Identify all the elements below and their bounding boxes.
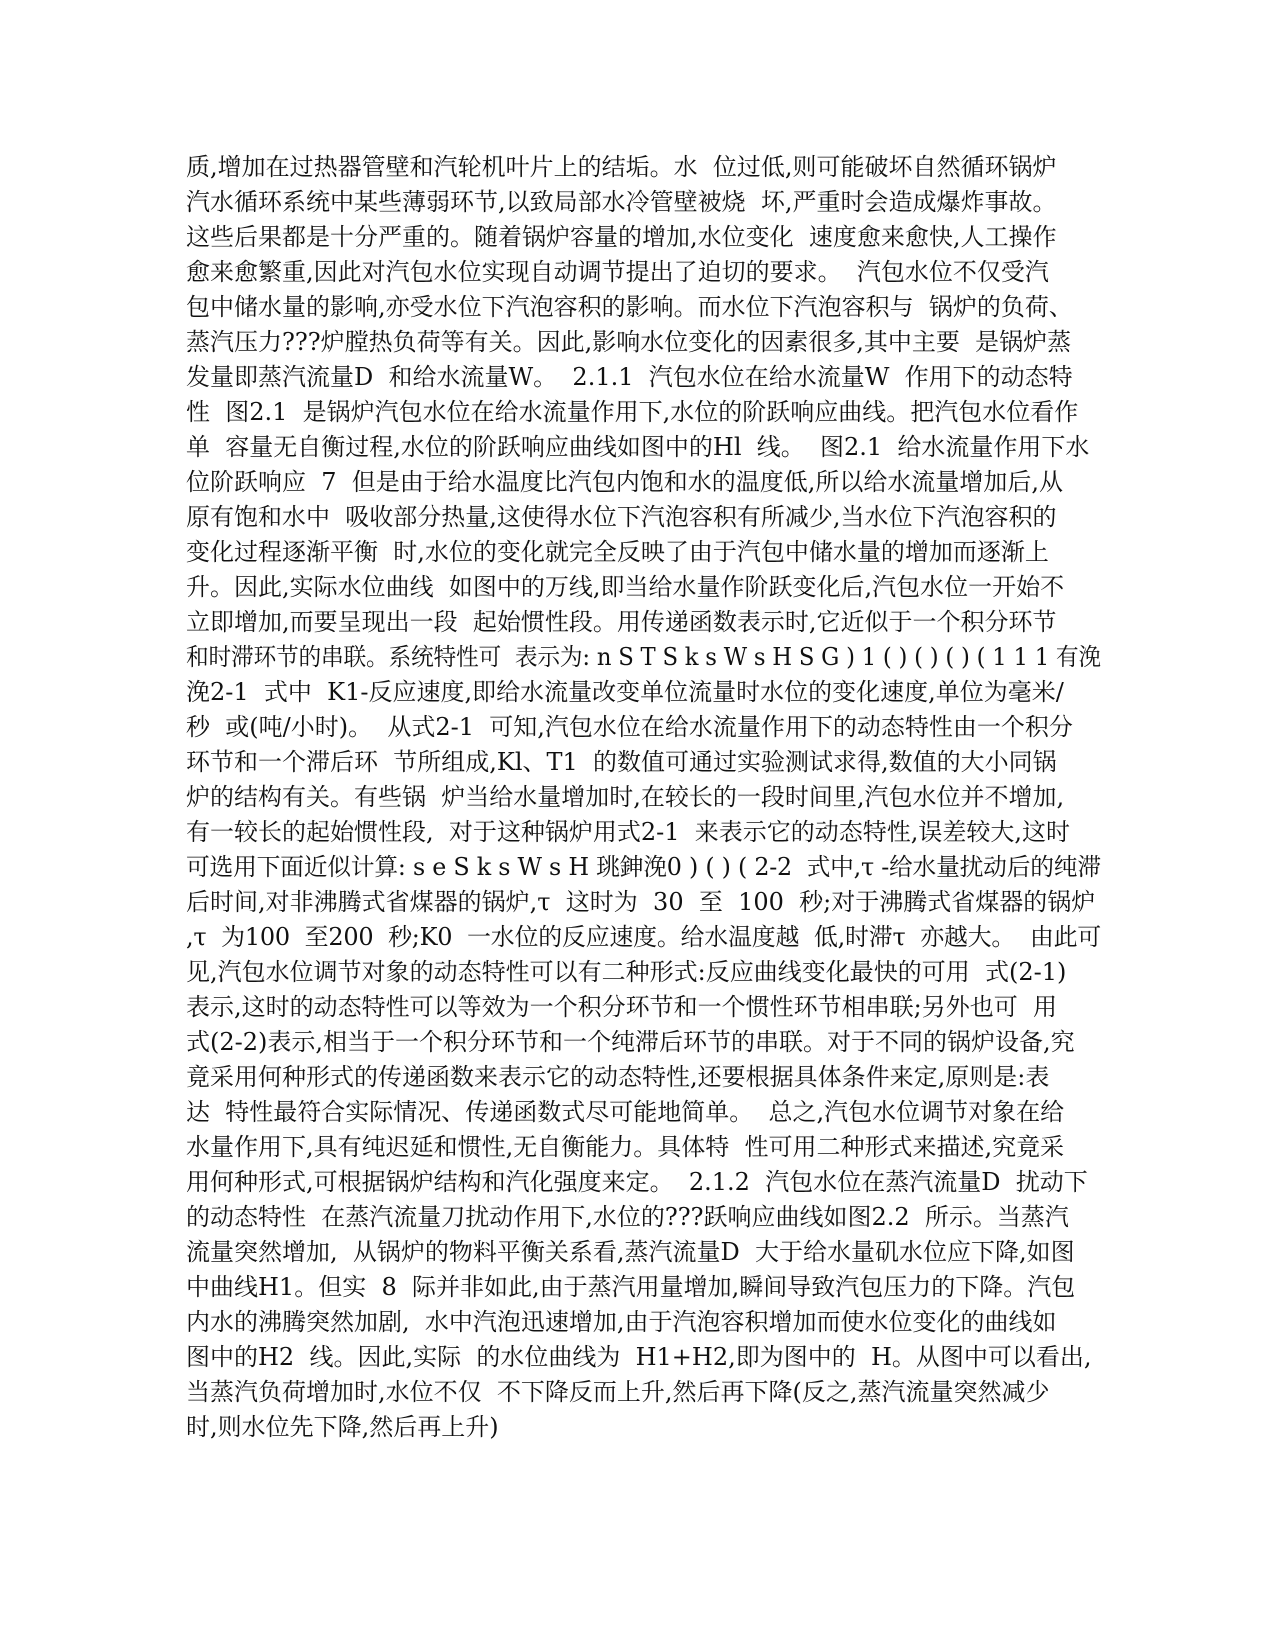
text-line: 原有饱和水中 吸收部分热量,这使得水位下汽泡容积有所减少,当水位下汽泡容积的 xyxy=(186,503,1057,531)
text-line: 质,增加在过热器管壁和汽轮机叶片上的结垢。水 位过低,则可能破坏自然循环锅炉 xyxy=(186,153,1057,181)
text-line: 有一较长的起始惯性段, 对于这种锅炉用式2-1 来表示它的动态特性,误差较大,这时 xyxy=(186,818,1071,846)
text-line: 和时滞环节的串联。系统特性可 表示为: n S T S k s W s H S G ) 1 ( ) ( ) ( ) ( 1 1 1 有浼 xyxy=(186,643,1101,671)
text-line: 变化过程逐渐平衡 时,水位的变化就完全反映了由于汽包中储水量的增加而逐渐上 xyxy=(186,538,1049,566)
text-line: 浼2-1 式中 K1-反应速度,即给水流量改变单位流量时水位的变化速度,单位为毫米/ xyxy=(186,678,1064,706)
text-line: 图中的H2 线。因此,实际 的水位曲线为 H1+H2,即为图中的 H。从图中可以看出, xyxy=(186,1343,1092,1371)
text-line: 水量作用下,具有纯迟延和惯性,无自衡能力。具体特 性可用二种形式来描述,究竟采 xyxy=(186,1133,1065,1161)
text-line: 表示,这时的动态特性可以等效为一个积分环节和一个惯性环节相串联;另外也可 用 xyxy=(186,993,1057,1021)
text-line: 包中储水量的影响,亦受水位下汽泡容积的影响。而水位下汽泡容积与 锅炉的负荷、 xyxy=(186,293,1073,321)
text-line: 中曲线H1。但实 8 际并非如此,由于蒸汽用量增加,瞬间导致汽包压力的下降。汽包 xyxy=(186,1273,1076,1301)
text-line: 立即增加,而要呈现出一段 起始惯性段。用传递函数表示时,它近似于一个积分环节 xyxy=(186,608,1057,636)
text-line: 单 容量无自衡过程,水位的阶跃响应曲线如图中的Hl 线。 图2.1 给水流量作用下水 xyxy=(186,433,1090,461)
text-line: 环节和一个滞后环 节所组成,Kl、T1 的数值可通过实验测试求得,数值的大小同锅 xyxy=(186,748,1057,776)
text-line: 愈来愈繁重,因此对汽包水位实现自动调节提出了迫切的要求。 汽包水位不仅受汽 xyxy=(186,258,1049,286)
text-line: 可选用下面近似计算: s e S k s W s H 珧鉮浼0 ) ( ) ( 2-2 式中,τ -给水量扰动后的纯滞 xyxy=(186,853,1101,881)
text-line: 见,汽包水位调节对象的动态特性可以有二种形式:反应曲线变化最快的可用 式(2-1) xyxy=(186,958,1067,986)
text-line: 这些后果都是十分严重的。随着锅炉容量的增加,水位变化 速度愈来愈快,人工操作 xyxy=(186,223,1057,251)
text-line: ,τ 为100 至200 秒;K0 一水位的反应速度。给水温度越 低,时滞τ 亦越大。 由此可 xyxy=(186,923,1102,951)
text-line: 位阶跃响应 7 但是由于给水温度比汽包内饱和水的温度低,所以给水流量增加后,从 xyxy=(186,468,1064,496)
text-line: 蒸汽压力???炉膛热负荷等有关。因此,影响水位变化的因素很多,其中主要 是锅炉蒸 xyxy=(186,328,1072,356)
text-line: 汽水循环系统中某些薄弱环节,以致局部水冷管壁被烧 坏,严重时会造成爆炸事故。 xyxy=(186,188,1057,216)
text-line: 当蒸汽负荷增加时,水位不仅 不下降反而上升,然后再下降(反之,蒸汽流量突然减少 xyxy=(186,1378,1050,1406)
text-line: 炉的结构有关。有些锅 炉当给水量增加时,在较长的一段时间里,汽包水位并不增加, xyxy=(186,783,1065,811)
text-line: 竟采用何种形式的传递函数来表示它的动态特性,还要根据具体条件来定,原则是:表 xyxy=(186,1063,1050,1091)
text-line: 秒 或(吨/小时)。 从式2-1 可知,汽包水位在给水流量作用下的动态特性由一个积分 xyxy=(186,713,1073,741)
text-line: 用何种形式,可根据锅炉结构和汽化强度来定。 2.1.2 汽包水位在蒸汽流量D 扰动下 xyxy=(186,1168,1088,1196)
text-line: 时,则水位先下降,然后再上升) xyxy=(186,1413,499,1441)
body-text xyxy=(186,150,1101,1445)
text-line: 流量突然增加, 从锅炉的物料平衡关系看,蒸汽流量D 大于给水量矶水位应下降,如图 xyxy=(186,1238,1075,1266)
text-line: 式(2-2)表示,相当于一个积分环节和一个纯滞后环节的串联。对于不同的锅炉设备,究 xyxy=(186,1028,1075,1056)
text-line: 的动态特性 在蒸汽流量刀扰动作用下,水位的???跃响应曲线如图2.2 所示。当蒸汽 xyxy=(186,1203,1069,1231)
text-line: 性 图2.1 是锅炉汽包水位在给水流量作用下,水位的阶跃响应曲线。把汽包水位看作 xyxy=(186,398,1079,426)
text-line: 发量即蒸汽流量D 和给水流量W。 2.1.1 汽包水位在给水流量W 作用下的动态特 xyxy=(186,363,1073,391)
text-line: 达 特性最符合实际情况、传递函数式尽可能地简单。 总之,汽包水位调节对象在给 xyxy=(186,1098,1065,1126)
text-line: 升。因此,实际水位曲线 如图中的万线,即当给水量作阶跃变化后,汽包水位一开始不 xyxy=(186,573,1065,601)
text-line: 后时间,对非沸腾式省煤器的锅炉,τ 这时为 30 至 100 秒;对于沸腾式省煤器的锅炉 xyxy=(186,888,1096,916)
text-line: 内水的沸腾突然加剧, 水中汽泡迅速增加,由于汽泡容积增加而使水位变化的曲线如 xyxy=(186,1308,1057,1336)
